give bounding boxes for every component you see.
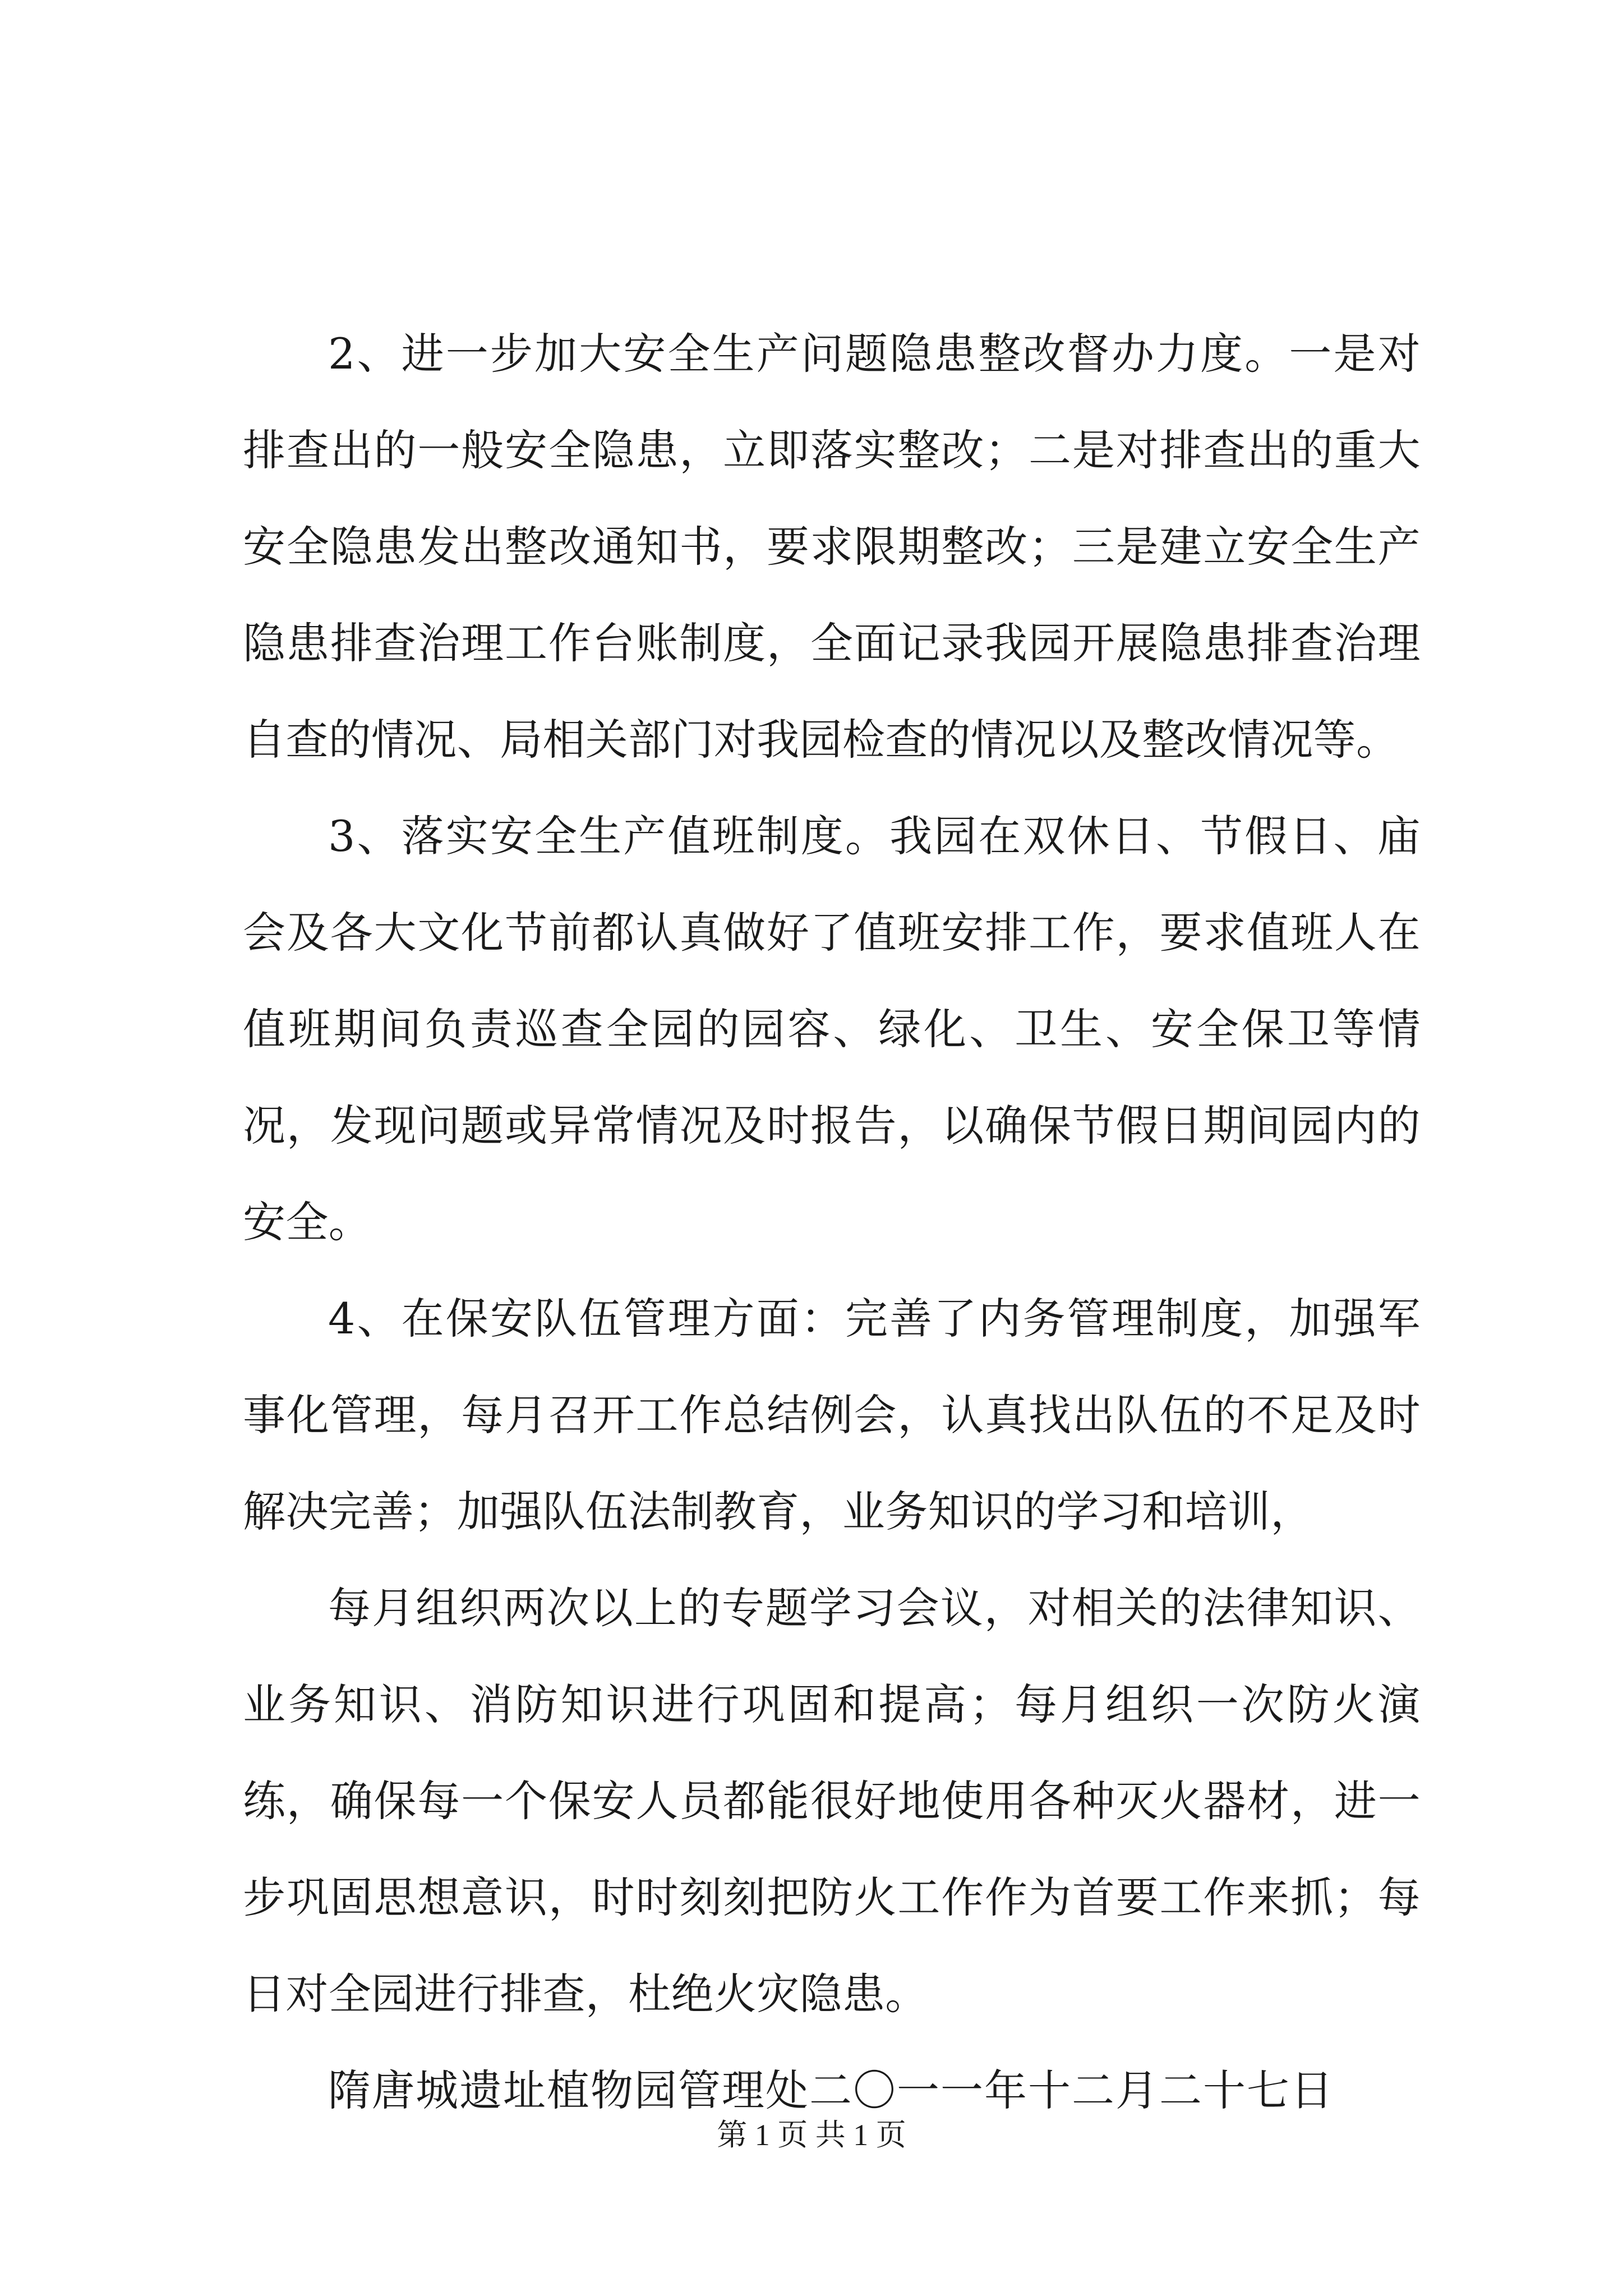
paragraph-item-3: 3、落实安全生产值班制度。我园在双休日、节假日、庙会及各大文化节前都认真做好了值班安排工作，要求值班人在值班期间负责巡查全园的园容、绿化、卫生、安全保卫等情况，发现问题或异常情况及时报告，以确保节假日期间园内的安全。 bbox=[243, 811, 1421, 1247]
paragraph-item-2: 2、进一步加大安全生产问题隐患整改督办力度。一是对排查出的一般安全隐患，立即落实整改；二是对排查出的重大安全隐患发出整改通知书，要求限期整改；三是建立安全生产隐患排查治理工作台账制度，全面记录我园开展隐患排查治理自查的情况、局相关部门对我园检查的情况以及整改情况等。 bbox=[243, 329, 1421, 765]
paragraph-item-4: 4、在保安队伍管理方面：完善了内务管理制度，加强军事化管理，每月召开工作总结例会，认真找出队伍的不足及时解决完善；加强队伍法制教育，业务知识的学习和培训， bbox=[243, 1294, 1421, 1536]
signature-line: 隋唐城遗址植物园管理处二〇一一年十二月二十七日 bbox=[328, 2065, 1334, 2115]
page-footer: 第 1 页 共 1 页 bbox=[717, 2118, 906, 2152]
paragraph-study-meetings: 每月组织两次以上的专题学习会议，对相关的法律知识、业务知识、消防知识进行巩固和提高；每月组织一次防火演练，确保每一个保安人员都能很好地使用各种灭火器材，进一步巩固思想意识，时时刻刻把防火工作作为首要工作来抓；每日对全园进行排查，杜绝火灾隐患。 bbox=[243, 1583, 1421, 2019]
document-body bbox=[243, 306, 1421, 2139]
